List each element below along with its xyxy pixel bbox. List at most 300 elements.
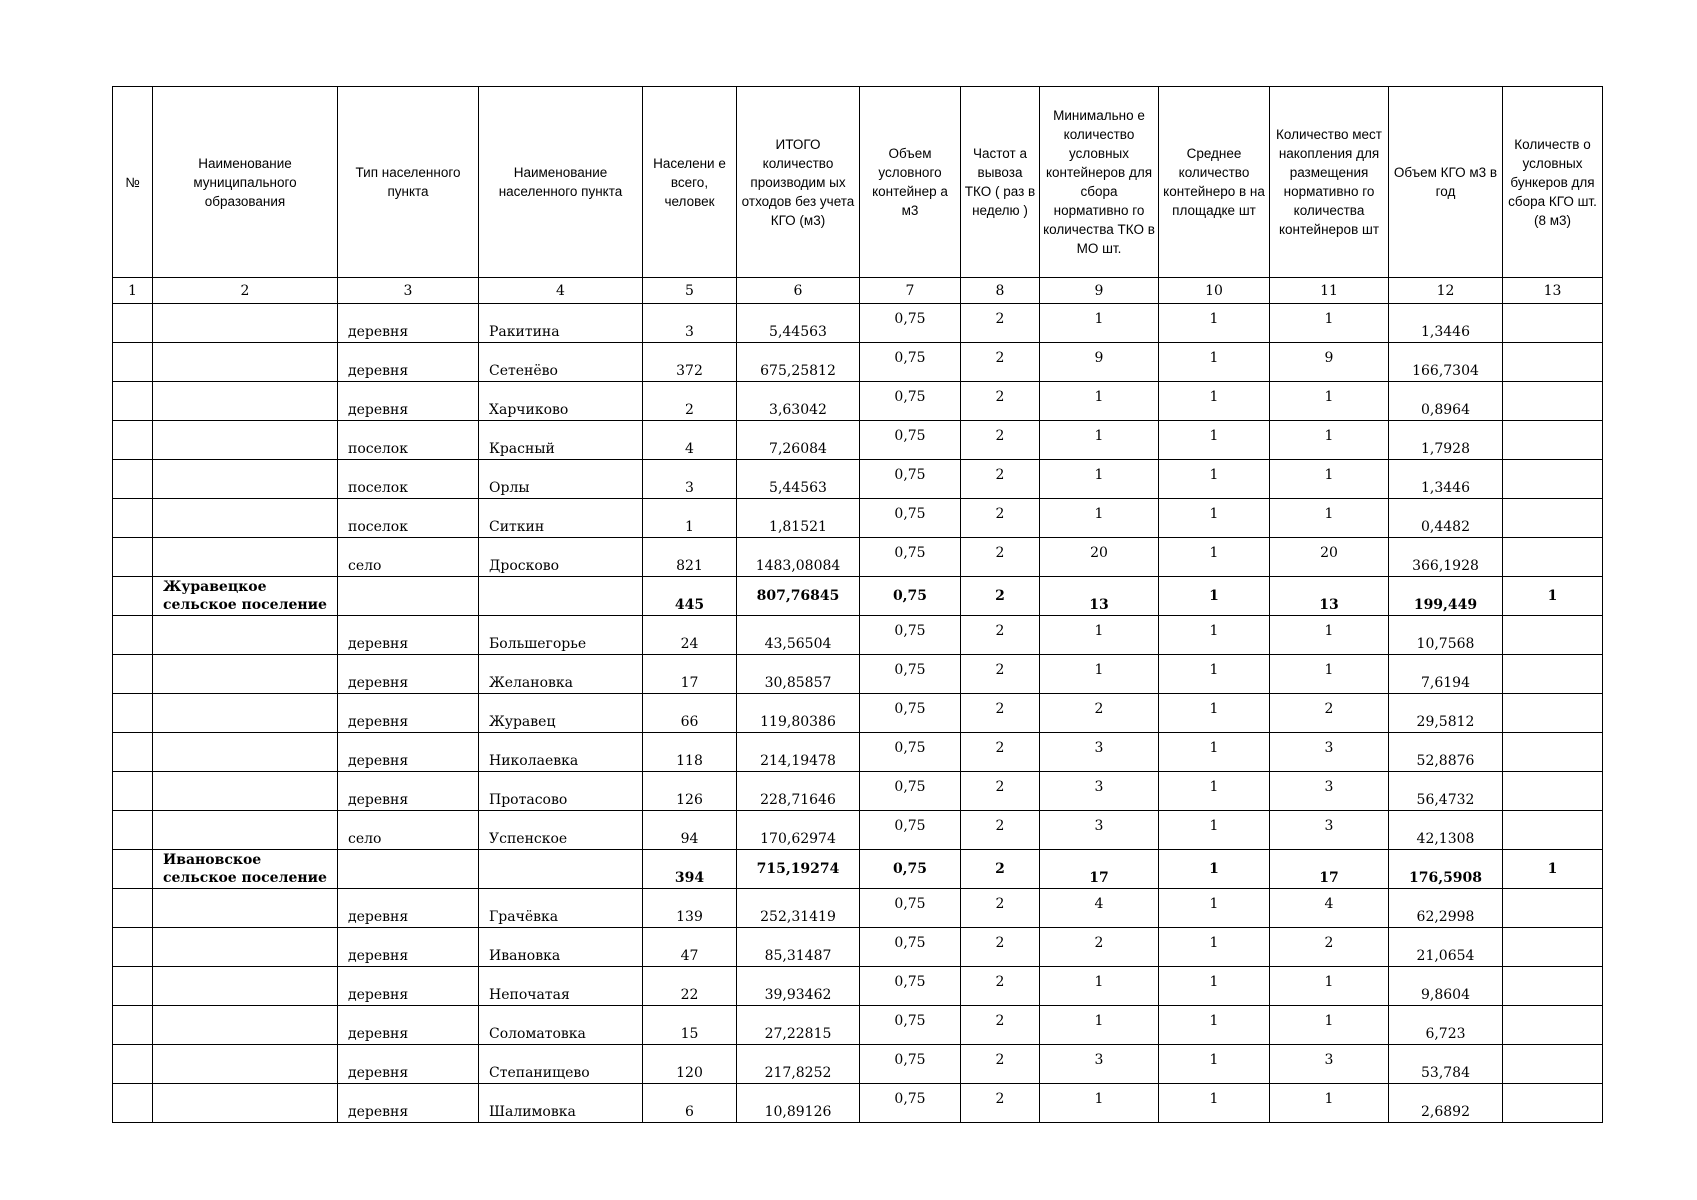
- table-header: [113, 87, 1603, 304]
- settlement-name-cell: Орлы: [479, 460, 643, 499]
- settlement-name-cell: [479, 577, 643, 616]
- population-cell: 139: [643, 889, 737, 928]
- settlement-type-cell: поселок: [338, 460, 479, 499]
- pickup-frequency-cell: 2: [961, 1045, 1040, 1084]
- accumulation-sites-cell: 4: [1270, 889, 1389, 928]
- row-number-cell: [113, 655, 153, 694]
- column-number: 12: [1389, 278, 1503, 304]
- container-volume-cell: 0,75: [860, 889, 961, 928]
- column-header: Объем КГО м3 в год: [1389, 87, 1503, 278]
- waste-volume-cell: 7,26084: [737, 421, 860, 460]
- settlement-type-cell: деревня: [338, 655, 479, 694]
- min-containers-cell: 3: [1040, 811, 1159, 850]
- settlement-type-cell: деревня: [338, 928, 479, 967]
- table-row: [113, 538, 1603, 577]
- kgo-bunkers-cell: [1503, 1006, 1603, 1045]
- pickup-frequency-cell: 2: [961, 850, 1040, 889]
- min-containers-cell: 1: [1040, 1084, 1159, 1123]
- column-number: 10: [1159, 278, 1270, 304]
- container-volume-cell: 0,75: [860, 382, 961, 421]
- kgo-volume-cell: 366,1928: [1389, 538, 1503, 577]
- min-containers-cell: 3: [1040, 733, 1159, 772]
- container-volume-cell: 0,75: [860, 1045, 961, 1084]
- municipality-name-cell: Ивановское сельское поселение: [153, 850, 338, 889]
- municipality-name-cell: [153, 499, 338, 538]
- kgo-volume-cell: 42,1308: [1389, 811, 1503, 850]
- accumulation-sites-cell: 1: [1270, 304, 1389, 343]
- pickup-frequency-cell: 2: [961, 733, 1040, 772]
- population-cell: 4: [643, 421, 737, 460]
- settlement-name-cell: Ивановка: [479, 928, 643, 967]
- table-row: [113, 1045, 1603, 1084]
- settlement-name-cell: Грачёвка: [479, 889, 643, 928]
- kgo-volume-cell: 1,3446: [1389, 304, 1503, 343]
- kgo-bunkers-cell: [1503, 928, 1603, 967]
- column-header: Минимально е количество условных контейнеров для сбора нормативно го количества ТКО в МО шт.: [1040, 87, 1159, 278]
- min-containers-cell: 2: [1040, 694, 1159, 733]
- municipality-name-cell: [153, 1084, 338, 1123]
- min-containers-cell: 9: [1040, 343, 1159, 382]
- table-row: [113, 694, 1603, 733]
- min-containers-cell: 1: [1040, 967, 1159, 1006]
- column-number: 7: [860, 278, 961, 304]
- waste-volume-cell: 214,19478: [737, 733, 860, 772]
- kgo-volume-cell: 2,6892: [1389, 1084, 1503, 1123]
- population-cell: 821: [643, 538, 737, 577]
- kgo-bunkers-cell: [1503, 382, 1603, 421]
- population-cell: 394: [643, 850, 737, 889]
- kgo-bunkers-cell: [1503, 343, 1603, 382]
- pickup-frequency-cell: 2: [961, 499, 1040, 538]
- waste-volume-cell: 5,44563: [737, 460, 860, 499]
- avg-containers-cell: 1: [1159, 460, 1270, 499]
- container-volume-cell: 0,75: [860, 538, 961, 577]
- kgo-bunkers-cell: 1: [1503, 577, 1603, 616]
- avg-containers-cell: 1: [1159, 304, 1270, 343]
- row-number-cell: [113, 577, 153, 616]
- avg-containers-cell: 1: [1159, 850, 1270, 889]
- row-number-cell: [113, 850, 153, 889]
- kgo-volume-cell: 56,4732: [1389, 772, 1503, 811]
- population-cell: 3: [643, 304, 737, 343]
- table-row: [113, 343, 1603, 382]
- pickup-frequency-cell: 2: [961, 811, 1040, 850]
- row-number-cell: [113, 928, 153, 967]
- column-number: 9: [1040, 278, 1159, 304]
- accumulation-sites-cell: 3: [1270, 772, 1389, 811]
- table-row: [113, 304, 1603, 343]
- municipality-name-cell: [153, 733, 338, 772]
- settlement-name-cell: Желановка: [479, 655, 643, 694]
- container-volume-cell: 0,75: [860, 304, 961, 343]
- accumulation-sites-cell: 17: [1270, 850, 1389, 889]
- municipality-name-cell: [153, 889, 338, 928]
- settlement-type-cell: [338, 850, 479, 889]
- container-volume-cell: 0,75: [860, 967, 961, 1006]
- column-number: 4: [479, 278, 643, 304]
- accumulation-sites-cell: 9: [1270, 343, 1389, 382]
- municipality-name-cell: [153, 382, 338, 421]
- accumulation-sites-cell: 1: [1270, 1006, 1389, 1045]
- municipality-name-cell: [153, 1006, 338, 1045]
- kgo-volume-cell: 29,5812: [1389, 694, 1503, 733]
- column-header: Наименование муниципального образования: [153, 87, 338, 278]
- kgo-volume-cell: 6,723: [1389, 1006, 1503, 1045]
- column-header: Наименование населенного пункта: [479, 87, 643, 278]
- kgo-bunkers-cell: [1503, 460, 1603, 499]
- avg-containers-cell: 1: [1159, 382, 1270, 421]
- settlement-type-cell: деревня: [338, 1006, 479, 1045]
- row-number-cell: [113, 304, 153, 343]
- avg-containers-cell: 1: [1159, 928, 1270, 967]
- min-containers-cell: 1: [1040, 616, 1159, 655]
- min-containers-cell: 20: [1040, 538, 1159, 577]
- min-containers-cell: 13: [1040, 577, 1159, 616]
- container-volume-cell: 0,75: [860, 499, 961, 538]
- settlement-name-cell: Дросково: [479, 538, 643, 577]
- population-cell: 6: [643, 1084, 737, 1123]
- column-number: 11: [1270, 278, 1389, 304]
- municipality-name-cell: [153, 694, 338, 733]
- column-number-row: [113, 278, 1603, 304]
- column-number: 6: [737, 278, 860, 304]
- container-volume-cell: 0,75: [860, 1084, 961, 1123]
- kgo-bunkers-cell: [1503, 1045, 1603, 1084]
- min-containers-cell: 1: [1040, 460, 1159, 499]
- population-cell: 66: [643, 694, 737, 733]
- pickup-frequency-cell: 2: [961, 1006, 1040, 1045]
- municipality-name-cell: [153, 460, 338, 499]
- kgo-volume-cell: 53,784: [1389, 1045, 1503, 1084]
- pickup-frequency-cell: 2: [961, 772, 1040, 811]
- kgo-bunkers-cell: [1503, 967, 1603, 1006]
- municipality-name-cell: [153, 616, 338, 655]
- accumulation-sites-cell: 1: [1270, 421, 1389, 460]
- settlement-type-cell: деревня: [338, 1045, 479, 1084]
- population-cell: 15: [643, 1006, 737, 1045]
- avg-containers-cell: 1: [1159, 1045, 1270, 1084]
- kgo-bunkers-cell: [1503, 616, 1603, 655]
- min-containers-cell: 1: [1040, 499, 1159, 538]
- municipality-name-cell: [153, 538, 338, 577]
- kgo-bunkers-cell: [1503, 1084, 1603, 1123]
- pickup-frequency-cell: 2: [961, 304, 1040, 343]
- min-containers-cell: 1: [1040, 304, 1159, 343]
- municipality-name-cell: [153, 967, 338, 1006]
- waste-volume-cell: 30,85857: [737, 655, 860, 694]
- settlement-type-cell: деревня: [338, 889, 479, 928]
- accumulation-sites-cell: 1: [1270, 616, 1389, 655]
- avg-containers-cell: 1: [1159, 655, 1270, 694]
- row-number-cell: [113, 889, 153, 928]
- table-row: [113, 889, 1603, 928]
- row-number-cell: [113, 538, 153, 577]
- kgo-volume-cell: 1,7928: [1389, 421, 1503, 460]
- container-volume-cell: 0,75: [860, 577, 961, 616]
- column-header: Населени е всего, человек: [643, 87, 737, 278]
- table-row: [113, 928, 1603, 967]
- column-number: 3: [338, 278, 479, 304]
- kgo-volume-cell: 176,5908: [1389, 850, 1503, 889]
- settlement-type-cell: деревня: [338, 1084, 479, 1123]
- container-volume-cell: 0,75: [860, 811, 961, 850]
- container-volume-cell: 0,75: [860, 616, 961, 655]
- kgo-volume-cell: 0,4482: [1389, 499, 1503, 538]
- population-cell: 2: [643, 382, 737, 421]
- accumulation-sites-cell: 1: [1270, 460, 1389, 499]
- table-row: [113, 1084, 1603, 1123]
- settlement-type-cell: поселок: [338, 421, 479, 460]
- waste-volume-cell: 252,31419: [737, 889, 860, 928]
- container-volume-cell: 0,75: [860, 850, 961, 889]
- row-number-cell: [113, 421, 153, 460]
- pickup-frequency-cell: 2: [961, 928, 1040, 967]
- accumulation-sites-cell: 3: [1270, 1045, 1389, 1084]
- pickup-frequency-cell: 2: [961, 382, 1040, 421]
- settlement-type-cell: деревня: [338, 694, 479, 733]
- population-cell: 126: [643, 772, 737, 811]
- row-number-cell: [113, 772, 153, 811]
- waste-volume-cell: 85,31487: [737, 928, 860, 967]
- settlement-name-cell: Ракитина: [479, 304, 643, 343]
- settlement-name-cell: Ситкин: [479, 499, 643, 538]
- settlement-name-cell: Непочатая: [479, 967, 643, 1006]
- avg-containers-cell: 1: [1159, 616, 1270, 655]
- avg-containers-cell: 1: [1159, 733, 1270, 772]
- min-containers-cell: 1: [1040, 655, 1159, 694]
- row-number-cell: [113, 733, 153, 772]
- waste-volume-cell: 119,80386: [737, 694, 860, 733]
- column-header: Тип населенного пункта: [338, 87, 479, 278]
- kgo-bunkers-cell: [1503, 811, 1603, 850]
- min-containers-cell: 1: [1040, 421, 1159, 460]
- population-cell: 94: [643, 811, 737, 850]
- settlement-name-cell: Успенское: [479, 811, 643, 850]
- kgo-volume-cell: 62,2998: [1389, 889, 1503, 928]
- column-header: Количество мест накопления для размещения нормативно го количества контейнеров шт: [1270, 87, 1389, 278]
- container-volume-cell: 0,75: [860, 928, 961, 967]
- waste-volume-cell: 807,76845: [737, 577, 860, 616]
- kgo-volume-cell: 21,0654: [1389, 928, 1503, 967]
- settlement-type-cell: село: [338, 811, 479, 850]
- kgo-volume-cell: 0,8964: [1389, 382, 1503, 421]
- settlement-name-cell: Харчиково: [479, 382, 643, 421]
- kgo-bunkers-cell: [1503, 733, 1603, 772]
- pickup-frequency-cell: 2: [961, 655, 1040, 694]
- waste-volume-cell: 3,63042: [737, 382, 860, 421]
- container-volume-cell: 0,75: [860, 1006, 961, 1045]
- kgo-volume-cell: 166,7304: [1389, 343, 1503, 382]
- kgo-volume-cell: 10,7568: [1389, 616, 1503, 655]
- population-cell: 3: [643, 460, 737, 499]
- table-row: [113, 655, 1603, 694]
- pickup-frequency-cell: 2: [961, 538, 1040, 577]
- accumulation-sites-cell: 3: [1270, 811, 1389, 850]
- min-containers-cell: 3: [1040, 1045, 1159, 1084]
- subtotal-row: [113, 577, 1603, 616]
- row-number-cell: [113, 382, 153, 421]
- municipality-name-cell: Журавецкое сельское поселение: [153, 577, 338, 616]
- min-containers-cell: 1: [1040, 1006, 1159, 1045]
- avg-containers-cell: 1: [1159, 343, 1270, 382]
- avg-containers-cell: 1: [1159, 1006, 1270, 1045]
- waste-volume-cell: 228,71646: [737, 772, 860, 811]
- avg-containers-cell: 1: [1159, 772, 1270, 811]
- pickup-frequency-cell: 2: [961, 421, 1040, 460]
- avg-containers-cell: 1: [1159, 694, 1270, 733]
- pickup-frequency-cell: 2: [961, 889, 1040, 928]
- settlement-type-cell: деревня: [338, 772, 479, 811]
- kgo-volume-cell: 199,449: [1389, 577, 1503, 616]
- min-containers-cell: 4: [1040, 889, 1159, 928]
- settlement-name-cell: Шалимовка: [479, 1084, 643, 1123]
- table-row: [113, 382, 1603, 421]
- row-number-cell: [113, 1045, 153, 1084]
- row-number-cell: [113, 1006, 153, 1045]
- accumulation-sites-cell: 1: [1270, 967, 1389, 1006]
- municipality-name-cell: [153, 811, 338, 850]
- min-containers-cell: 17: [1040, 850, 1159, 889]
- table-body: [113, 304, 1603, 1123]
- min-containers-cell: 2: [1040, 928, 1159, 967]
- population-cell: 445: [643, 577, 737, 616]
- waste-volume-cell: 43,56504: [737, 616, 860, 655]
- kgo-volume-cell: 7,6194: [1389, 655, 1503, 694]
- waste-volume-cell: 715,19274: [737, 850, 860, 889]
- municipality-name-cell: [153, 421, 338, 460]
- settlement-name-cell: [479, 850, 643, 889]
- table-row: [113, 733, 1603, 772]
- accumulation-sites-cell: 3: [1270, 733, 1389, 772]
- column-number: 1: [113, 278, 153, 304]
- avg-containers-cell: 1: [1159, 889, 1270, 928]
- settlement-name-cell: Протасово: [479, 772, 643, 811]
- population-cell: 372: [643, 343, 737, 382]
- avg-containers-cell: 1: [1159, 538, 1270, 577]
- pickup-frequency-cell: 2: [961, 616, 1040, 655]
- pickup-frequency-cell: 2: [961, 460, 1040, 499]
- pickup-frequency-cell: 2: [961, 694, 1040, 733]
- pickup-frequency-cell: 2: [961, 577, 1040, 616]
- waste-volume-cell: 10,89126: [737, 1084, 860, 1123]
- municipality-name-cell: [153, 1045, 338, 1084]
- waste-volume-cell: 5,44563: [737, 304, 860, 343]
- settlement-name-cell: Большегорье: [479, 616, 643, 655]
- waste-volume-cell: 675,25812: [737, 343, 860, 382]
- waste-volume-cell: 27,22815: [737, 1006, 860, 1045]
- population-cell: 22: [643, 967, 737, 1006]
- kgo-bunkers-cell: [1503, 655, 1603, 694]
- min-containers-cell: 1: [1040, 382, 1159, 421]
- min-containers-cell: 3: [1040, 772, 1159, 811]
- population-cell: 120: [643, 1045, 737, 1084]
- container-volume-cell: 0,75: [860, 421, 961, 460]
- row-number-cell: [113, 499, 153, 538]
- avg-containers-cell: 1: [1159, 499, 1270, 538]
- container-volume-cell: 0,75: [860, 655, 961, 694]
- kgo-volume-cell: 52,8876: [1389, 733, 1503, 772]
- accumulation-sites-cell: 1: [1270, 499, 1389, 538]
- avg-containers-cell: 1: [1159, 577, 1270, 616]
- row-number-cell: [113, 811, 153, 850]
- settlement-type-cell: деревня: [338, 967, 479, 1006]
- table-row: [113, 616, 1603, 655]
- settlement-name-cell: Журавец: [479, 694, 643, 733]
- column-header: №: [113, 87, 153, 278]
- waste-volume-cell: 217,8252: [737, 1045, 860, 1084]
- accumulation-sites-cell: 13: [1270, 577, 1389, 616]
- pickup-frequency-cell: 2: [961, 967, 1040, 1006]
- row-number-cell: [113, 616, 153, 655]
- waste-volume-cell: 1,81521: [737, 499, 860, 538]
- kgo-bunkers-cell: 1: [1503, 850, 1603, 889]
- kgo-bunkers-cell: [1503, 421, 1603, 460]
- row-number-cell: [113, 694, 153, 733]
- kgo-volume-cell: 9,8604: [1389, 967, 1503, 1006]
- pickup-frequency-cell: 2: [961, 343, 1040, 382]
- kgo-bunkers-cell: [1503, 889, 1603, 928]
- settlement-name-cell: Степанищево: [479, 1045, 643, 1084]
- avg-containers-cell: 1: [1159, 1084, 1270, 1123]
- container-volume-cell: 0,75: [860, 733, 961, 772]
- pickup-frequency-cell: 2: [961, 1084, 1040, 1123]
- population-cell: 24: [643, 616, 737, 655]
- population-cell: 47: [643, 928, 737, 967]
- kgo-bunkers-cell: [1503, 538, 1603, 577]
- column-number: 2: [153, 278, 338, 304]
- waste-volume-cell: 170,62974: [737, 811, 860, 850]
- column-header: Среднее количество контейнеро в на площадке шт: [1159, 87, 1270, 278]
- column-header: Количеств о условных бункеров для сбора КГО шт. (8 м3): [1503, 87, 1603, 278]
- settlement-type-cell: деревня: [338, 616, 479, 655]
- settlement-type-cell: деревня: [338, 304, 479, 343]
- column-number: 5: [643, 278, 737, 304]
- row-number-cell: [113, 460, 153, 499]
- kgo-volume-cell: 1,3446: [1389, 460, 1503, 499]
- settlement-name-cell: Красный: [479, 421, 643, 460]
- population-cell: 1: [643, 499, 737, 538]
- municipality-name-cell: [153, 343, 338, 382]
- table-row: [113, 1006, 1603, 1045]
- container-volume-cell: 0,75: [860, 460, 961, 499]
- container-volume-cell: 0,75: [860, 772, 961, 811]
- accumulation-sites-cell: 20: [1270, 538, 1389, 577]
- kgo-bunkers-cell: [1503, 499, 1603, 538]
- kgo-bunkers-cell: [1503, 694, 1603, 733]
- municipality-name-cell: [153, 304, 338, 343]
- settlement-type-cell: [338, 577, 479, 616]
- table-row: [113, 499, 1603, 538]
- municipality-name-cell: [153, 772, 338, 811]
- accumulation-sites-cell: 2: [1270, 928, 1389, 967]
- kgo-bunkers-cell: [1503, 304, 1603, 343]
- municipality-name-cell: [153, 655, 338, 694]
- population-cell: 17: [643, 655, 737, 694]
- row-number-cell: [113, 343, 153, 382]
- settlement-type-cell: деревня: [338, 382, 479, 421]
- kgo-bunkers-cell: [1503, 772, 1603, 811]
- settlement-type-cell: село: [338, 538, 479, 577]
- avg-containers-cell: 1: [1159, 421, 1270, 460]
- column-header: Частот а вывоза ТКО ( раз в неделю ): [961, 87, 1040, 278]
- waste-volume-cell: 1483,08084: [737, 538, 860, 577]
- population-cell: 118: [643, 733, 737, 772]
- avg-containers-cell: 1: [1159, 811, 1270, 850]
- column-number: 8: [961, 278, 1040, 304]
- waste-table: [112, 86, 1603, 1123]
- header-row: [113, 87, 1603, 278]
- subtotal-row: [113, 850, 1603, 889]
